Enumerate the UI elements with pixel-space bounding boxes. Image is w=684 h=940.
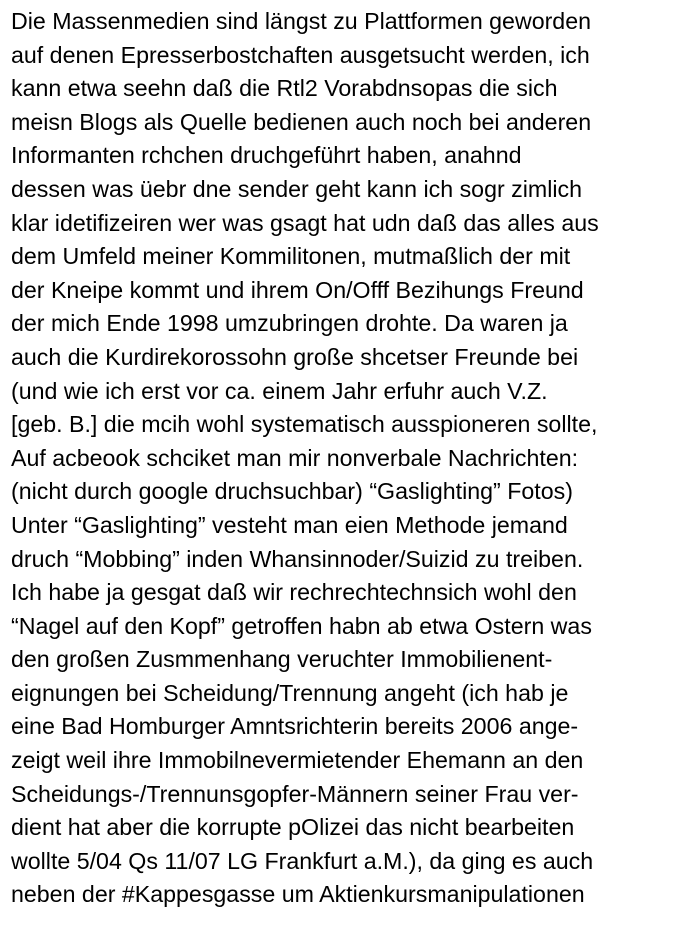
text-line: Scheidungs-/Trennunsgopfer-Männern seiner Frau ver- <box>11 780 579 807</box>
text-line: kann etwa seehn daß die Rtl2 Vorabdnsopas die sich <box>11 75 558 102</box>
text-line: Ich habe ja gesgat daß wir rechrechtechnsich wohl den <box>11 579 577 606</box>
body-text <box>11 5 681 912</box>
text-line: (nicht durch google druchsuchbar) “Gaslighting” Fotos) <box>11 478 573 505</box>
text-line: druch “Mobbing” inden Whansinnoder/Suizid zu treiben. <box>11 545 584 572</box>
text-line: klar idetifizeiren wer was gsagt hat udn daß das alles aus <box>11 209 599 236</box>
text-line: auch die Kurdirekorossohn große shcetser Freunde bei <box>11 343 579 370</box>
text-line: zeigt weil ihre Immobilnevermietender Ehemann an den <box>11 747 584 774</box>
text-line: Auf acbeook schciket man mir nonverbale Nachrichten: <box>11 444 579 471</box>
text-line: Informanten rchchen druchgeführt haben, anahnd <box>11 142 522 169</box>
text-line: (und wie ich erst vor ca. einem Jahr erfuhr auch V.Z. <box>11 377 548 404</box>
text-line: meisn Blogs als Quelle bedienen auch noch bei anderen <box>11 108 592 135</box>
text-line: wollte 5/04 Qs 11/07 LG Frankfurt a.M.), da ging es auch <box>11 847 594 874</box>
text-line: dient hat aber die korrupte pOlizei das nicht bearbeiten <box>11 814 575 841</box>
text-line: dem Umfeld meiner Kommilitonen, mutmaßlich der mit <box>11 243 571 270</box>
text-line: eine Bad Homburger Amntsrichterin bereits 2006 ange- <box>11 713 579 740</box>
text-line: der mich Ende 1998 umzubringen drohte. Da waren ja <box>11 310 568 337</box>
text-line: Unter “Gaslighting” vesteht man eien Methode jemand <box>11 511 568 538</box>
text-line: neben der #Kappesgasse um Aktienkursmanipulationen <box>11 881 585 908</box>
text-line: auf denen Epresserbostchaften ausgetsucht werden, ich <box>11 41 590 68</box>
text-line: dessen was üebr dne sender geht kann ich sogr zimlich <box>11 175 582 202</box>
text-line: eignungen bei Scheidung/Trennung angeht (ich hab je <box>11 679 569 706</box>
text-line: der Kneipe kommt und ihrem On/Offf Bezihungs Freund <box>11 276 584 303</box>
text-line: den großen Zusmmenhang veruchter Immobilienent- <box>11 646 553 673</box>
text-line: “Nagel auf den Kopf” getroffen habn ab etwa Ostern was <box>11 612 592 639</box>
text-line: Die Massenmedien sind längst zu Plattformen geworden <box>11 8 591 34</box>
text-line: [geb. B.] die mcih wohl systematisch ausspioneren sollte, <box>11 411 598 438</box>
